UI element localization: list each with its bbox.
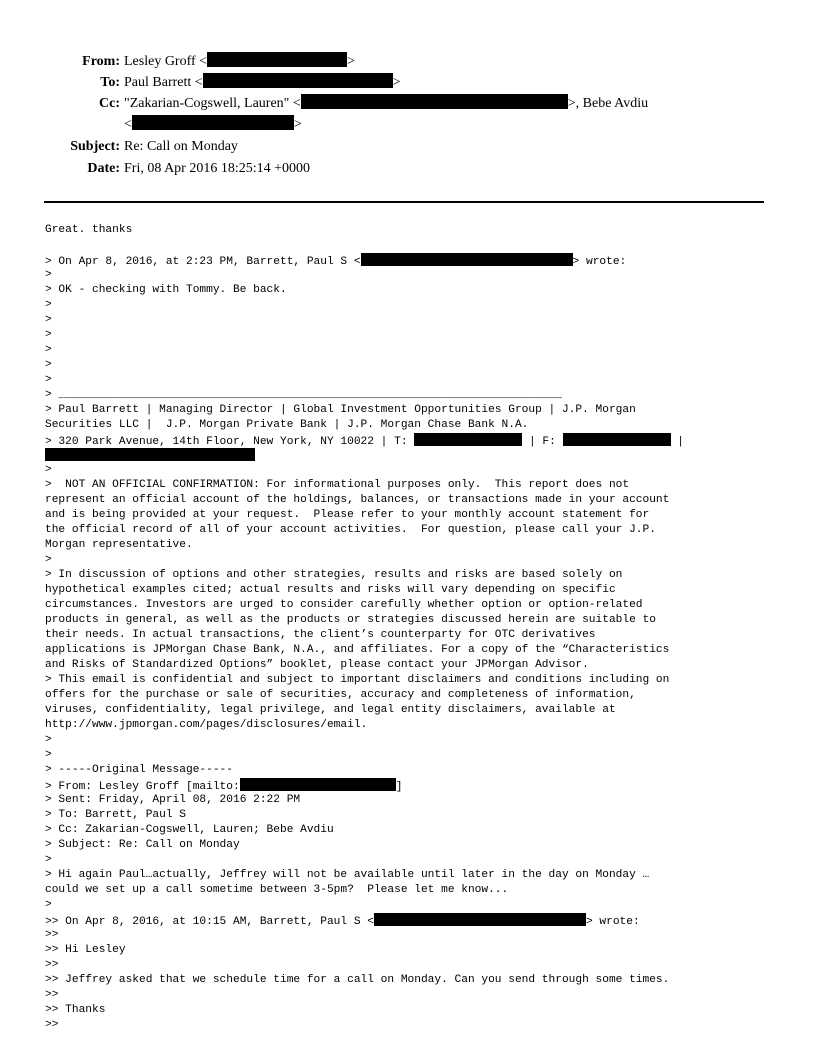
redaction-block bbox=[563, 433, 671, 446]
body-line: hypothetical examples cited; actual results and risks will vary depending on specific bbox=[45, 584, 616, 596]
body-line: >> Jeffrey asked that we schedule time for a call on Monday. Can you send through some times. bbox=[45, 974, 670, 986]
redaction-block bbox=[361, 253, 573, 266]
body-line: products in general, as well as the products or strategies discussed herein are suitable to bbox=[45, 614, 656, 626]
body-line: > bbox=[45, 899, 52, 911]
redaction-block bbox=[240, 778, 396, 791]
body-line: and Risks of Standardized Options” booklet, please contact your JPMorgan Advisor. bbox=[45, 659, 589, 671]
body-line: > Paul Barrett | Managing Director | Global Investment Opportunities Group | J.P. Morgan bbox=[45, 404, 636, 416]
redaction-block bbox=[374, 913, 586, 926]
body-line: > On Apr 8, 2016, at 2:23 PM, Barrett, Paul S < > wrote: bbox=[45, 253, 775, 268]
body-line: > To: Barrett, Paul S bbox=[45, 809, 186, 821]
body-line: > Sent: Friday, April 08, 2016 2:22 PM bbox=[45, 794, 301, 806]
body-line: > Hi again Paul…actually, Jeffrey will not be available until later in the day on Monday … bbox=[45, 869, 650, 881]
subject-value: Re: Call on Monday bbox=[124, 139, 238, 154]
body-line: > Subject: Re: Call on Monday bbox=[45, 839, 240, 851]
body-line bbox=[45, 238, 775, 253]
redaction-block bbox=[414, 433, 522, 446]
body-line: > bbox=[45, 314, 52, 326]
body-line: > bbox=[45, 734, 52, 746]
body-line: > bbox=[45, 269, 52, 281]
body-line: >> bbox=[45, 1019, 59, 1031]
redaction-block bbox=[132, 115, 294, 130]
body-line: > bbox=[45, 329, 52, 341]
redaction-block bbox=[207, 52, 347, 67]
body-line: circumstances. Investors are urged to consider carefully whether option or option-related bbox=[45, 599, 643, 611]
body-line: offers for the purchase or sale of securities, accuracy and completeness of information, bbox=[45, 689, 636, 701]
from-label: From: bbox=[82, 54, 120, 69]
date-value: Fri, 08 Apr 2016 18:25:14 +0000 bbox=[124, 161, 311, 176]
body-line: the official record of all of your account activities. For question, please call your J.P. bbox=[45, 524, 656, 536]
header-divider bbox=[44, 201, 764, 203]
body-line: >> On Apr 8, 2016, at 10:15 AM, Barrett, Paul S < > wrote: bbox=[45, 913, 775, 928]
body-line: > bbox=[45, 464, 52, 476]
to-label: To: bbox=[100, 75, 120, 90]
email-body bbox=[45, 223, 775, 1033]
body-line: > bbox=[45, 374, 52, 386]
body-line: > bbox=[45, 554, 52, 566]
body-line: >> bbox=[45, 959, 59, 971]
body-line: > bbox=[45, 359, 52, 371]
signature-rule: > ___________________________________________________________________________ bbox=[45, 389, 562, 401]
body-line: viruses, confidentiality, legal privilege, and legal entity disclaimers, available at bbox=[45, 704, 616, 716]
from-value: Lesley Groff < bbox=[124, 54, 208, 69]
cc-value: "Zakarian-Cogswell, Lauren" < bbox=[124, 96, 301, 111]
body-line: > This email is confidential and subject to important disclaimers and conditions including on bbox=[45, 674, 670, 686]
body-line: >> bbox=[45, 989, 59, 1001]
body-line: their needs. In actual transactions, the client’s counterparty for OTC derivatives bbox=[45, 629, 596, 641]
body-line: > NOT AN OFFICIAL CONFIRMATION: For informational purposes only. This report does not bbox=[45, 479, 630, 491]
redaction-block bbox=[301, 94, 568, 109]
body-line: > In discussion of options and other strategies, results and risks are based solely on bbox=[45, 569, 623, 581]
body-line: Securities LLC | J.P. Morgan Private Bank | J.P. Morgan Chase Bank N.A. bbox=[45, 419, 529, 431]
body-line: >> Thanks bbox=[45, 1004, 106, 1016]
body-line: > bbox=[45, 749, 52, 761]
body-line: > From: Lesley Groff [mailto: ] bbox=[45, 778, 775, 793]
body-line: >> Hi Lesley bbox=[45, 944, 126, 956]
body-line: >> bbox=[45, 929, 59, 941]
body-line: > bbox=[45, 344, 52, 356]
body-line: represent an official account of the holdings, balances, or transactions made in your account bbox=[45, 494, 670, 506]
body-line: > -----Original Message----- bbox=[45, 764, 233, 776]
body-line: > OK - checking with Tommy. Be back. bbox=[45, 284, 287, 296]
subject-label: Subject: bbox=[70, 139, 120, 154]
date-label: Date: bbox=[87, 161, 120, 176]
body-line bbox=[45, 448, 775, 463]
body-line: > 320 Park Avenue, 14th Floor, New York, NY 10022 | T: | F: | bbox=[45, 433, 775, 448]
body-line: > bbox=[45, 854, 52, 866]
to-value: Paul Barrett < bbox=[124, 75, 203, 90]
body-line: > bbox=[45, 299, 52, 311]
body-line: Great. thanks bbox=[45, 224, 133, 236]
body-line: and is being provided at your request. Please refer to your monthly account statement for bbox=[45, 509, 650, 521]
body-line: could we set up a call sometime between 3-5pm? Please let me know... bbox=[45, 884, 509, 896]
redaction-block bbox=[45, 448, 255, 461]
body-line: > Cc: Zakarian-Cogswell, Lauren; Bebe Avdiu bbox=[45, 824, 334, 836]
body-line: applications is JPMorgan Chase Bank, N.A., and affiliates. For a copy of the “Characteristics bbox=[45, 644, 670, 656]
body-line: http://www.jpmorgan.com/pages/disclosures/email. bbox=[45, 719, 368, 731]
redaction-block bbox=[203, 73, 393, 88]
body-line: Morgan representative. bbox=[45, 539, 193, 551]
cc-label: Cc: bbox=[99, 96, 120, 111]
